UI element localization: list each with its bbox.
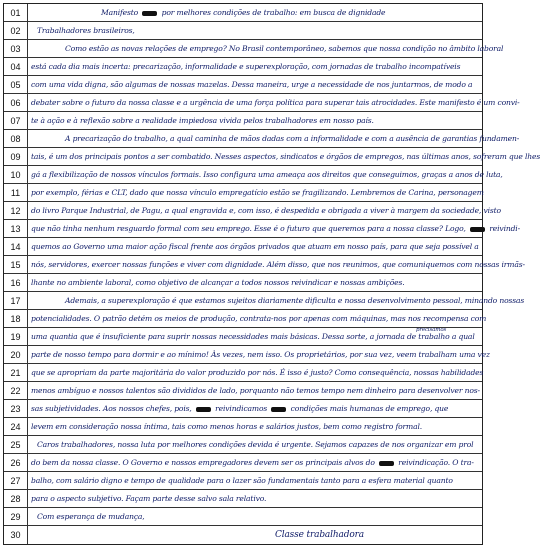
line-text (28, 328, 482, 345)
line-text: balho, com salário digno e tempo de qualidade para o lazer são fundamentais tanto para a esfera material quanto (31, 476, 453, 485)
line-number: 11 (4, 184, 28, 201)
line-13 (4, 220, 520, 238)
line-27 (4, 472, 482, 490)
line-07 (4, 112, 482, 130)
line-text: parte de nosso tempo para dormir e ao mínimo! Às vezes, nem isso. Os proprietários, por sua vez, veem trabalham uma vez (31, 350, 490, 359)
line-text (28, 4, 482, 21)
line-21 (4, 364, 482, 382)
paragraph-text: Caros trabalhadores, nossa luta por melhores condições devida é urgente. Sejamos capazes de nos organizar em prol (37, 440, 474, 449)
line-19 (4, 328, 482, 346)
line-text: que se apropriam da parte majoritária do valor produzido por nós. É isso é justo? Como consequência, nossas habilidades (31, 368, 484, 377)
line-26 (4, 454, 482, 472)
line-text: nós, servidores, exercer nossas funções e viver com dignidade. Além disso, que nos reunimos, que comuniquemos com nossas irmãs- (31, 260, 525, 269)
paragraph-text: Ademais, a superexploração é que estamos sujeitos diariamente dificulta e nossa desenvolvimento pessoal, minando nossas (65, 296, 525, 305)
line-05 (4, 76, 482, 94)
line-text: debater sobre o futuro da nossa classe e a urgência de uma força política para superar tais atrocidades. Este manifesto é um convi- (31, 98, 520, 107)
line-30 (4, 526, 482, 544)
line-text: está cada dia mais incerta: precarização, informalidade e superexploração, com jornadas de trabalho incompatíveis (31, 62, 461, 71)
line-25 (4, 436, 482, 454)
line-06 (4, 94, 520, 112)
line-text: do livro Parque Industrial, de Pagu, a qual engravida e, com isso, é despedida e obrigada a viver à margem da sociedade, visto (31, 206, 501, 215)
paragraph-text: A precarização do trabalho, a qual caminha de mãos dadas com a informalidade e com a ausência de garantias fundamen- (65, 134, 520, 143)
line-text: lhante no ambiente laboral, como objetivo de alcançar a todos nossos reivindicar e nossas ambições. (31, 278, 405, 287)
redaction-mark (379, 461, 394, 466)
line-text (28, 292, 524, 309)
line-16 (4, 274, 482, 292)
line-03 (4, 40, 504, 58)
line-number: 28 (4, 490, 28, 507)
line-number: 09 (4, 148, 28, 165)
line-text: tais, é um dos principais pontos a ser combatido. Nesses aspectos, sindicatos e órgãos de empregos, nas últimas anos, sofreram que lhes (31, 152, 540, 161)
line-number: 13 (4, 220, 28, 237)
line-number: 29 (4, 508, 28, 525)
line-23 (4, 400, 482, 418)
line-text: gá a flexibilização de nossos vínculos formais. Isso configura uma ameaça aos direitos que conseguimos, graças a anos de luta, (31, 170, 503, 179)
line-number: 14 (4, 238, 28, 255)
line-29 (4, 508, 482, 526)
redaction-mark (470, 227, 485, 232)
line-text: do bem da nossa classe. O Governo e nossos empregadores devem ser os principais alvos do reivindicação. O tra- (31, 458, 474, 467)
salutation: Trabalhadores brasileiros, (37, 26, 135, 35)
line-text (28, 508, 482, 525)
line-number: 12 (4, 202, 28, 219)
line-number: 02 (4, 22, 28, 39)
line-text: com uma vida digna, são algumas de nossas mazelas. Dessa maneira, urge a necessidade de nos juntarmos, de modo a (31, 80, 473, 89)
signature: Classe trabalhadora (274, 530, 364, 540)
line-18 (4, 310, 487, 328)
line-28 (4, 490, 482, 508)
line-text (28, 130, 519, 147)
paragraph-text: Como estão as novas relações de emprego? No Brasil contemporâneo, sabemos que nossa condição no âmbito laboral (65, 44, 504, 53)
line-number: 15 (4, 256, 28, 273)
line-number: 03 (4, 40, 28, 57)
line-20 (4, 346, 490, 364)
line-15 (4, 256, 525, 274)
line-text: para o aspecto subjetivo. Façam parte desse salvo sala relativo. (31, 494, 267, 503)
line-text: por exemplo, férias e CLT, dado que nossa vínculo empregatício estão se fragilizando. Lembremos de Carina, personagem (31, 188, 484, 197)
essay-answer-sheet (3, 3, 540, 545)
redaction-mark (142, 11, 157, 16)
line-number: 25 (4, 436, 28, 453)
line-number: 21 (4, 364, 28, 381)
line-text: quemos ao Governo uma maior ação fiscal frente aos órgãos privados que atuam em nosso país, para que seja possível a (31, 242, 479, 251)
line-number: 24 (4, 418, 28, 435)
line-number: 07 (4, 112, 28, 129)
line-24 (4, 418, 482, 436)
line-14 (4, 238, 482, 256)
line-09 (4, 148, 540, 166)
redaction-mark (271, 407, 286, 412)
line-number: 23 (4, 400, 28, 417)
line-10 (4, 166, 503, 184)
paragraph-text: uma quantia que é insuficiente para suprir nossas necessidades mais básicas. Dessa sorte, a jornada de trabalho a qual (31, 332, 475, 341)
line-number: 17 (4, 292, 28, 309)
line-text (28, 436, 482, 453)
line-01 (4, 4, 482, 22)
line-number: 04 (4, 58, 28, 75)
essay-title: Manifesto por melhores condições de trabalho: em busca de dignidade (101, 8, 386, 17)
line-number: 16 (4, 274, 28, 291)
line-text: menos ambíguo e nossos talentos são divididos de lado, porquanto não temos tempo nem dinheiro para desenvolver nos- (31, 386, 480, 395)
line-text (28, 40, 503, 57)
line-text: sas subjetividades. Aos nossos chefes, pois, reivindicamos condições mais humanas de emprego, que (31, 404, 449, 413)
line-text: potencialidades. O patrão detém os meios de produção, contrata-nos por apenas com máquinas, mas nos recompensa com (31, 314, 487, 323)
line-text: que não tinha nenhum resguardo formal com seu emprego. Esse é o futuro que queremos para a nossa classe? Logo, reivindi- (31, 224, 520, 233)
line-text: te à ação e à reflexão sobre a realidade impiedosa vivida pelos trabalhadores em nosso país. (31, 116, 374, 125)
line-number: 20 (4, 346, 28, 363)
line-number: 10 (4, 166, 28, 183)
line-08 (4, 130, 520, 148)
line-22 (4, 382, 482, 400)
inserted-word: precisamos (416, 327, 447, 333)
line-04 (4, 58, 482, 76)
line-text (28, 22, 482, 39)
line-number: 30 (4, 526, 28, 544)
closing-phrase: Com esperança de mudança, (37, 512, 145, 521)
line-number: 26 (4, 454, 28, 471)
line-number: 05 (4, 76, 28, 93)
line-17 (4, 292, 525, 310)
line-number: 08 (4, 130, 28, 147)
line-12 (4, 202, 501, 220)
line-number: 01 (4, 4, 28, 21)
line-number: 18 (4, 310, 28, 327)
line-text (28, 526, 482, 544)
line-text: levem em consideração nossa íntima, tais como menos horas e salários justos, bem como registro formal. (31, 422, 422, 431)
line-number: 06 (4, 94, 28, 111)
line-02 (4, 22, 482, 40)
line-number: 19 (4, 328, 28, 345)
line-11 (4, 184, 482, 202)
line-number: 22 (4, 382, 28, 399)
redaction-mark (196, 407, 211, 412)
line-number: 27 (4, 472, 28, 489)
